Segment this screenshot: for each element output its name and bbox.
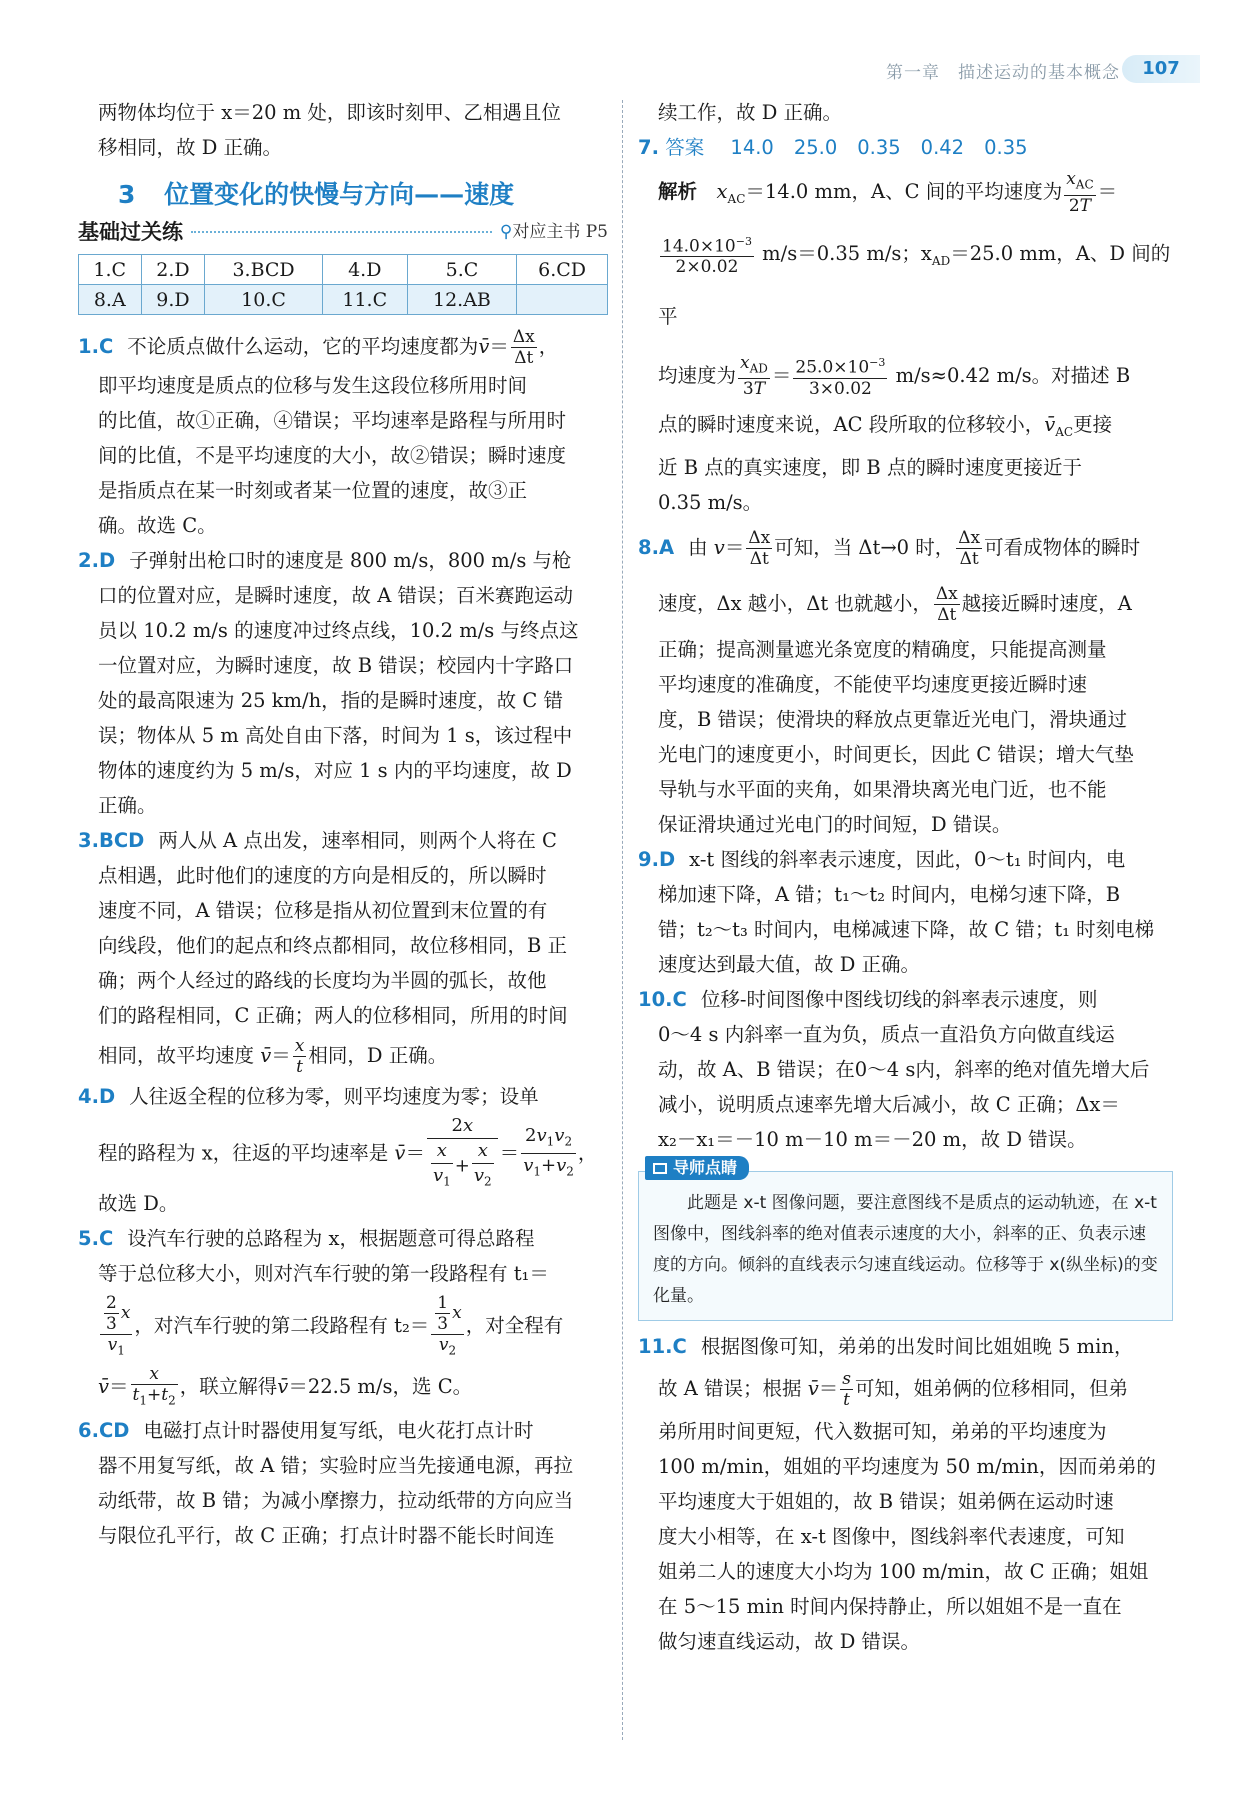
text-line: 点的瞬时速度来说，AC 段所取的位移较小，$v̄_{AC}$更接 bbox=[658, 412, 1113, 439]
question-number: 8.A bbox=[638, 535, 675, 559]
text-line: 光电门的速度更小，时间更长，因此 C 错误；增大气垫 bbox=[658, 742, 1134, 766]
dotted-leader bbox=[191, 231, 492, 233]
answer-q6: 6.CD 电磁打点计时器使用复写纸，电火花打点计时 bbox=[78, 1419, 534, 1442]
text-line: 速度，Δx 越小，Δt 也就越小， $\frac{\Delta x}{\Delta t}$ 越接近瞬时速度，A bbox=[658, 583, 1132, 625]
text-line: x₂－x₁＝－10 m－10 m＝－20 m，故 D 错误。 bbox=[658, 1127, 1087, 1151]
text-line: 间的比值，不是平均速度的大小，故②错误；瞬时速度 bbox=[98, 444, 567, 467]
answer-q1: 1.C 不论质点做什么运动，它的平均速度都为v̄＝ $\frac{\Delta x}{\Delta t}$ ， bbox=[78, 327, 559, 368]
answer-q7 bbox=[638, 130, 1173, 165]
text-line: 解析 $x_{AC}=14.0$ mm，A、C 间的平均速度为 $\frac{x_{AC}}{2T}$ ＝ bbox=[658, 169, 1118, 216]
page-header bbox=[0, 0, 1250, 90]
text-line: 正确；提高测量遮光条宽度的精确度，只能提高测量 bbox=[658, 637, 1107, 661]
fraction: $\frac{x}{t}$ bbox=[294, 1036, 305, 1077]
text-line: 度，B 错误；使滑块的释放点更靠近光电门，滑块通过 bbox=[658, 707, 1128, 731]
text-line: 的比值，故①正确，④错误；平均速率是路程与所用时 bbox=[98, 409, 567, 432]
text-line: 100 m/min，姐姐的平均速度为 50 m/min，因而弟弟的 bbox=[658, 1454, 1156, 1478]
answer-q10: 10.C 位移-时间图像中图线切线的斜率表示速度，则 bbox=[638, 987, 1098, 1011]
text-line: 0～4 s 内斜率一直为负，质点一直沿负方向做直线运 bbox=[658, 1022, 1115, 1046]
question-number: 10.C bbox=[638, 987, 687, 1011]
text-line: 正确。 bbox=[98, 794, 157, 817]
text-line: 确；两个人经过的路线的长度均为半圆的弧长，故他 bbox=[98, 969, 547, 992]
fraction: $\frac{\Delta x}{\Delta t}$ bbox=[512, 327, 535, 368]
search-icon: ⚲ bbox=[499, 221, 513, 242]
page-number: 107 bbox=[1122, 55, 1200, 83]
text-line: 器不用复写纸，故 A 错；实验时应当先接通电源，再拉 bbox=[98, 1454, 573, 1477]
intro-line: 移相同，故 D 正确。 bbox=[98, 136, 283, 159]
section-title-text: 位置变化的快慢与方向——速度 bbox=[164, 180, 515, 209]
question-number: 3.BCD bbox=[78, 829, 145, 852]
text-line: 相同，故平均速度 v̄＝ $\frac{x}{t}$ 相同，D 正确。 bbox=[98, 1036, 448, 1077]
text-line: 保证滑块通过光电门的时间短，D 错误。 bbox=[658, 812, 1012, 836]
section-number: 3 bbox=[118, 180, 136, 209]
text-line: 点相遇，此时他们的速度的方向是相反的，所以瞬时 bbox=[98, 864, 547, 887]
text-line: 员以 10.2 m/s 的速度冲过终点线，10.2 m/s 与终点这 bbox=[98, 619, 579, 642]
answer-cell: 5.C bbox=[407, 255, 516, 285]
answer-cell: 3.BCD bbox=[205, 255, 322, 285]
text-line: 均速度为 $\frac{x_{AD}}{3T}$ ＝ $\frac{25.0\times 10^{-3}}{3\times 0.02}$ m/s≈0.42 m/s。对描述 B bbox=[658, 353, 1131, 400]
answer-q2: 2.D 子弹射出枪口时的速度是 800 m/s，800 m/s 与枪 bbox=[78, 549, 572, 572]
question-number: 6.CD bbox=[78, 1419, 130, 1442]
text-line: 动，故 A、B 错误；在0～4 s内，斜率的绝对值先增大后 bbox=[658, 1057, 1150, 1081]
basic-practice-label: 基础过关练 bbox=[78, 215, 183, 250]
fraction: $\frac{x}{v_1}$ bbox=[432, 1140, 451, 1189]
text-line: 姐弟二人的速度大小均为 100 m/min，故 C 正确；姐姐 bbox=[658, 1559, 1149, 1583]
fraction: 2x $\frac{x}{v_1}$ + $\frac{x}{v_2}$ bbox=[427, 1114, 498, 1194]
fraction: $\frac{\Delta x}{\Delta t}$ bbox=[935, 583, 958, 625]
text-line: 梯加速下降，A 错；t₁～t₂ 时间内，电梯匀速下降，B bbox=[658, 882, 1121, 906]
answer-cell: 10.C bbox=[205, 285, 322, 315]
left-column bbox=[78, 95, 608, 1553]
fraction: $\frac{2}{3}$ x $v_1$ bbox=[100, 1293, 132, 1360]
text-line: 错；t₂～t₃ 时间内，电梯减速下降，故 C 错；t₁ 时刻电梯 bbox=[658, 917, 1155, 941]
fraction: $\frac{2v_1v_2}{v_1+v_2}$ bbox=[523, 1124, 574, 1179]
answer-grid bbox=[78, 254, 608, 315]
text-line: 平均速度大于姐姐的，故 B 错误；姐弟俩在运动时速 bbox=[658, 1489, 1114, 1513]
basic-practice-bar bbox=[78, 216, 608, 248]
text-line: 是指质点在某一时刻或者某一位置的速度，故③正 bbox=[98, 479, 528, 502]
intro-line: 两物体均位于 x＝20 m 处，即该时刻甲、乙相遇且位 bbox=[98, 101, 561, 124]
text-line: 误；物体从 5 m 高处自由下落，时间为 1 s，该过程中 bbox=[98, 724, 573, 747]
answer-cell: 8.A bbox=[79, 285, 142, 315]
mentor-tip-box bbox=[638, 1157, 1173, 1321]
fraction: $\frac{s}{t}$ bbox=[842, 1368, 851, 1410]
question-number: 2.D bbox=[78, 549, 116, 572]
fraction: $\frac{25.0\times 10^{-3}}{3\times 0.02}$ bbox=[793, 353, 887, 399]
right-column bbox=[638, 95, 1173, 1659]
answer-grid-row bbox=[79, 285, 608, 315]
mentor-tip-tag: 导师点睛 bbox=[645, 1156, 749, 1180]
answer-cell: 4.D bbox=[322, 255, 407, 285]
text-line: 物体的速度约为 5 m/s，对应 1 s 内的平均速度，故 D bbox=[98, 759, 572, 782]
text-line: 即平均速度是质点的位移与发生这段位移所用时间 bbox=[98, 374, 528, 397]
text-line: 确。故选 C。 bbox=[98, 514, 217, 537]
answer-cell: 11.C bbox=[322, 285, 407, 315]
text-line: 速度不同，A 错误；位移是指从初位置到末位置的有 bbox=[98, 899, 548, 922]
fraction: $\frac{\Delta x}{\Delta t}$ bbox=[748, 527, 771, 569]
answer-q9: 9.D x-t 图线的斜率表示速度，因此，0～t₁ 时间内，电 bbox=[638, 847, 1126, 871]
text-line: 弟所用时间更短，代入数据可知，弟弟的平均速度为 bbox=[658, 1419, 1107, 1443]
text-line: 等于总位移大小，则对汽车行驶的第一段路程有 t₁＝ bbox=[98, 1262, 549, 1285]
answer-cell: 9.D bbox=[141, 285, 205, 315]
answer-grid-row bbox=[79, 255, 608, 285]
question-number: 7. bbox=[638, 136, 659, 159]
answer-q3: 3.BCD 两人从 A 点出发，速率相同，则两个人将在 C bbox=[78, 829, 557, 852]
book-icon bbox=[653, 1163, 667, 1174]
text-line: $\frac{14.0\times 10^{-3}}{2\times 0.02}$ m/s＝0.35 m/s；$x_{AD}=25.0$ mm，A、D 间的平 bbox=[638, 226, 1173, 345]
answer-cell: 2.D bbox=[141, 255, 205, 285]
answer-cell: 12.AB bbox=[407, 285, 516, 315]
text-line: 故选 D。 bbox=[98, 1192, 179, 1215]
text-line: v̄＝ $\frac{x}{t_1+t_2}$ ，联立解得v̄＝22.5 m/s，选 C。 bbox=[78, 1361, 608, 1413]
answer-q5: 5.C 设汽车行驶的总路程为 x，根据题意可得总路程 bbox=[78, 1227, 535, 1250]
section-title bbox=[118, 177, 608, 212]
fraction: $\frac{x_{AD}}{3T}$ bbox=[740, 353, 768, 400]
text-line: 口的位置对应，是瞬时速度，故 A 错误；百米赛跑运动 bbox=[98, 584, 573, 607]
fraction: $\frac{14.0\times 10^{-3}}{2\times 0.02}$ bbox=[660, 232, 754, 278]
answer-cell: 1.C bbox=[79, 255, 142, 285]
text-line: 导轨与水平面的夹角，如果滑块离光电门近，也不能 bbox=[658, 777, 1107, 801]
text-line: 故 A 错误；根据 v̄＝ $\frac{s}{t}$ 可知，姐弟俩的位移相同，但弟 bbox=[658, 1368, 1128, 1410]
fraction: $\frac{\Delta x}{\Delta t}$ bbox=[958, 527, 981, 569]
text-line: 平均速度的准确度，不能使平均速度更接近瞬时速 bbox=[658, 672, 1088, 696]
text-line: 度大小相等，在 x-t 图像中，图线斜率代表速度，可知 bbox=[658, 1524, 1125, 1548]
text-line: 在 5～15 min 时间内保持静止，所以姐姐不是一直在 bbox=[658, 1594, 1122, 1618]
text-line: 们的路程相同，C 正确；两人的位移相同，所用的时间 bbox=[98, 1004, 568, 1027]
fraction: $\frac{1}{3}$ x $v_2$ bbox=[431, 1293, 463, 1360]
text-line: $\frac{2}{3}$ x $v_1$ ，对汽车行驶的第二段路程有 t₂＝ $\frac{1}{3}$ x $v_2$ ，对全程有 bbox=[78, 1291, 608, 1361]
text-line: 一位置对应，为瞬时速度，故 B 错误；校园内十字路口 bbox=[98, 654, 574, 677]
fraction: $\frac{x_{AC}}{2T}$ bbox=[1066, 169, 1094, 216]
answer-cell: 6.CD bbox=[517, 255, 608, 285]
fraction: $\frac{2}{3}$ bbox=[106, 1292, 117, 1334]
text-line: 程的路程为 x，往返的平均速率是 v̄＝ 2x $\frac{x}{v_1}$ + $\frac{x}{v_2}$ ＝ $\frac{2v_1v_2}{v_1+v_2}$ ， bbox=[78, 1114, 608, 1186]
text-line: 近 B 点的真实速度，即 B 点的瞬时速度更接近于 bbox=[658, 455, 1082, 479]
answer-q8: 8.A 由 v＝ $\frac{\Delta x}{\Delta t}$ 可知，当 Δt→0 时， $\frac{\Delta x}{\Delta t}$ 可看成物体的瞬时 bbox=[638, 527, 1141, 569]
text-line: 做匀速直线运动，故 D 错误。 bbox=[658, 1629, 921, 1653]
fraction: $\frac{1}{3}$ bbox=[437, 1292, 449, 1334]
fraction: $\frac{x}{v_2}$ bbox=[473, 1140, 492, 1189]
text-line: 0.35 m/s。 bbox=[658, 490, 763, 514]
text-line: 向线段，他们的起点和终点都相同，故位移相同，B 正 bbox=[98, 934, 568, 957]
text-line: 与限位孔平行，故 C 正确；打点计时器不能长时间连 bbox=[98, 1524, 555, 1547]
chapter-title: 第一章 描述运动的基本概念 bbox=[886, 63, 1120, 83]
text-line: 动纸带，故 B 错；为减小摩擦力，拉动纸带的方向应当 bbox=[98, 1489, 574, 1512]
mentor-tip-text: 此题是 x-t 图像问题，要注意图线不是质点的运动轨迹，在 x-t 图像中，图线斜率的绝对值表示速度的大小，斜率的正、负表示速度的方向。倾斜的直线表示匀速直线运动。位移等于 x(纵坐标)的变化量。 bbox=[653, 1192, 1158, 1306]
text-line: 减小，说明质点速率先增大后减小，故 C 正确；Δx＝ bbox=[658, 1092, 1120, 1116]
answer-values: 答案 14.0 25.0 0.35 0.42 0.35 bbox=[665, 136, 1028, 159]
text-line: 续工作，故 D 正确。 bbox=[658, 101, 843, 124]
fraction: $\frac{x}{t_1+t_2}$ bbox=[132, 1364, 176, 1408]
answer-q4: 4.D 人往返全程的位移为零，则平均速度为零；设单 bbox=[78, 1085, 539, 1108]
column-divider bbox=[622, 100, 623, 1740]
question-number: 4.D bbox=[78, 1085, 116, 1108]
question-number: 5.C bbox=[78, 1227, 114, 1250]
answer-cell bbox=[517, 285, 608, 315]
question-number: 11.C bbox=[638, 1334, 687, 1358]
question-number: 1.C bbox=[78, 335, 114, 358]
text-line: 速度达到最大值，故 D 正确。 bbox=[658, 952, 921, 976]
answer-q11: 11.C 根据图像可知，弟弟的出发时间比姐姐晚 5 min， bbox=[638, 1334, 1134, 1358]
text-line: 处的最高限速为 25 km/h，指的是瞬时速度，故 C 错 bbox=[98, 689, 563, 712]
book-reference: ⚲对应主书 P5 bbox=[499, 221, 608, 242]
question-number: 9.D bbox=[638, 847, 676, 871]
